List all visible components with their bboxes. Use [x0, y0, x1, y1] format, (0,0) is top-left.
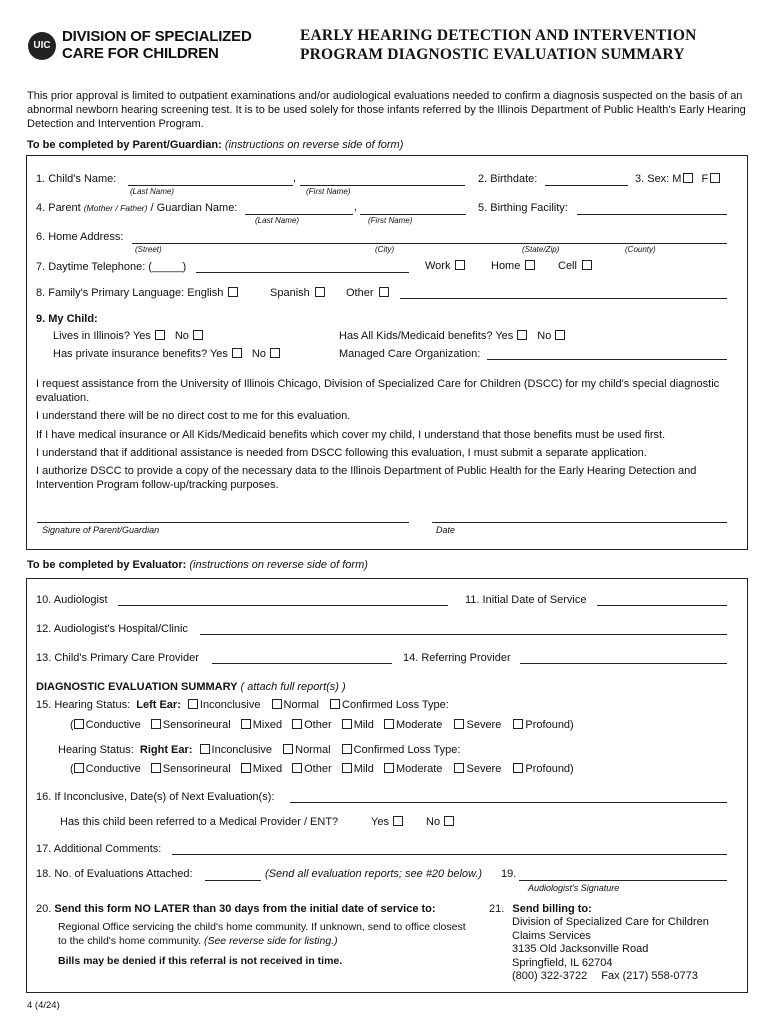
initial-date-label: 11. Initial Date of Service — [465, 594, 587, 606]
bills-warning: Bills may be denied if this referral is not received in time. — [58, 955, 343, 967]
billing-line-2: Claims Services — [512, 929, 591, 942]
parent-prefix: 4. Parent — [36, 202, 81, 214]
left-confirmed-label: Confirmed Loss Type: — [342, 699, 449, 711]
left-open-paren: ( — [70, 719, 74, 731]
billing-line-1: Division of Specialized Care for Children — [512, 916, 709, 928]
right-conductive-checkbox[interactable] — [74, 763, 84, 773]
allkids-benefits — [339, 330, 567, 342]
language-row — [36, 287, 240, 299]
private-insurance — [53, 348, 282, 360]
right-ear-status-row — [58, 744, 460, 756]
left-confirmed-checkbox[interactable] — [330, 699, 340, 709]
home-checkbox[interactable] — [525, 260, 535, 270]
work-label: Work — [425, 260, 451, 272]
right-mild-label: Mild — [353, 763, 374, 775]
home-address-field[interactable] — [132, 243, 727, 244]
english-checkbox[interactable] — [228, 287, 238, 297]
consent-request: I request assistance from the University of Illinois Chicago, Division of Specialized Care for Children (DSCC) for my child's special diagnostic evaluation. — [36, 378, 720, 404]
referred-no-label: No — [426, 816, 441, 828]
num-evals-label: 18. No. of Evaluations Attached: — [36, 868, 193, 880]
child-name-label: 1. Child's Name: — [36, 173, 117, 185]
logo-line-1: DIVISION OF SPECIALIZED — [62, 28, 252, 45]
parent-mother-father: (Mother / Father) — [83, 203, 148, 213]
num-evals-note: (Send all evaluation reports; see #20 below.) — [265, 868, 483, 880]
right-severe-label: Severe — [466, 763, 502, 775]
right-loss-type-row — [70, 763, 574, 775]
dscc-logo-text — [62, 28, 252, 62]
right-sensorineural-label: Sensorineural — [162, 763, 231, 775]
private-yes-label: Has private insurance benefits? Yes — [53, 348, 228, 360]
regional-text: Regional Office servicing the child's home community. If unknown, send to office closest to the child's home community. — [58, 921, 466, 947]
allkids-no-checkbox[interactable] — [555, 330, 565, 340]
left-conductive-checkbox[interactable] — [74, 719, 84, 729]
allkids-no-label: No — [537, 330, 552, 342]
right-mild-checkbox[interactable] — [342, 763, 352, 773]
consent-additional: I understand that if additional assistance is needed from DSCC following this evaluation, I must submit a separate application. — [36, 447, 647, 459]
regional-note: (See reverse side for listing.) — [203, 935, 338, 947]
caption-county: (County) — [625, 245, 656, 254]
referred-yes-label: Yes — [371, 816, 389, 828]
my-child-label: 9. My Child: — [36, 313, 98, 325]
left-loss-type-row — [70, 719, 574, 731]
left-other-checkbox[interactable] — [292, 719, 302, 729]
child-last-name-field[interactable] — [128, 185, 293, 186]
birthing-facility-label: 5. Birthing Facility: — [478, 202, 568, 214]
next-evaluation-field[interactable] — [290, 802, 727, 803]
right-mixed-label: Mixed — [252, 763, 283, 775]
cell-checkbox[interactable] — [582, 260, 592, 270]
caption-state-zip: (State/Zip) — [522, 245, 560, 254]
referred-ent-question: Has this child been referred to a Medical Provider / ENT? — [60, 816, 339, 828]
left-inconclusive-checkbox[interactable] — [188, 699, 198, 709]
caption-parent-last-name: (Last Name) — [255, 216, 300, 225]
private-no-label: No — [251, 348, 266, 360]
left-moderate-checkbox[interactable] — [384, 719, 394, 729]
allkids-yes-label: Has All Kids/Medicaid benefits? Yes — [339, 330, 514, 342]
evaluator-section-heading — [27, 559, 368, 571]
billing-heading — [489, 903, 592, 915]
left-profound-label: Profound) — [525, 719, 574, 731]
right-inconclusive-checkbox[interactable] — [200, 744, 210, 754]
num-evals-field[interactable] — [205, 880, 261, 881]
lives-yes-label: Lives in Illinois? Yes — [53, 330, 151, 342]
send-form-text: Send this form NO LATER than 30 days from the initial date of service to: — [54, 903, 436, 915]
billing-line-3: 3135 Old Jacksonville Road — [512, 943, 649, 955]
sex-f-checkbox[interactable] — [710, 173, 720, 183]
diag-heading-note: ( attach full report(s) ) — [240, 681, 346, 693]
caption-first-name: (First Name) — [306, 187, 351, 196]
birthing-facility-field[interactable] — [577, 214, 727, 215]
lives-yes-checkbox[interactable] — [155, 330, 165, 340]
allkids-yes-checkbox[interactable] — [517, 330, 527, 340]
comments-field[interactable] — [172, 854, 727, 855]
uic-logo-mark: UIC — [28, 32, 56, 60]
right-sensorineural-checkbox[interactable] — [151, 763, 161, 773]
child-first-name-field[interactable] — [300, 185, 465, 186]
billing-line-4: Springfield, IL 62704 — [512, 956, 613, 969]
right-moderate-label: Moderate — [395, 763, 443, 775]
hs-label-left: 15. Hearing Status: — [36, 699, 131, 711]
private-no-checkbox[interactable] — [270, 348, 280, 358]
right-ear-label: Right Ear: — [139, 744, 193, 756]
form-title — [300, 26, 696, 64]
billing-fax: Fax (217) 558-0773 — [601, 970, 698, 982]
parent-name-comma: , — [354, 201, 358, 213]
item-21-label: 21. — [489, 903, 505, 915]
parent-name-label — [36, 202, 237, 214]
form-number-footer: 4 (4/24) — [27, 1000, 60, 1011]
right-profound-label: Profound) — [525, 763, 574, 775]
left-moderate-label: Moderate — [395, 719, 443, 731]
left-ear-status-row — [36, 699, 449, 711]
consent-authorize: I authorize DSCC to provide a copy of the necessary data to the Illinois Department of Public Health for the Early Hearing Detection and Intervention Program follow-up/tracking purposes. — [36, 465, 697, 491]
referred-ent-no — [426, 816, 456, 828]
sex-label — [635, 173, 722, 185]
sex-m-label: 3. Sex: M — [635, 173, 682, 185]
referred-ent-yes — [371, 816, 405, 828]
audiologist-label: 10. Audiologist — [36, 594, 108, 606]
phone-type-cell — [558, 260, 594, 272]
left-profound-checkbox[interactable] — [513, 719, 523, 729]
caption-parent-first-name: (First Name) — [368, 216, 413, 225]
managed-care-label: Managed Care Organization: — [339, 348, 481, 360]
right-conductive-label: Conductive — [85, 763, 141, 775]
referred-no-checkbox[interactable] — [444, 816, 454, 826]
managed-care-field[interactable] — [487, 359, 727, 360]
send-form-heading — [36, 903, 436, 915]
audiologist-field[interactable] — [118, 605, 448, 606]
form-title-line-1: EARLY HEARING DETECTION AND INTERVENTION — [300, 27, 697, 44]
evaluator-heading-text: To be completed by Evaluator: — [27, 559, 187, 571]
referred-yes-checkbox[interactable] — [393, 816, 403, 826]
lives-no-label: No — [174, 330, 189, 342]
parent-first-name-field[interactable] — [360, 214, 466, 215]
diagnostic-summary-heading — [36, 681, 346, 693]
phone-type-home — [491, 260, 537, 272]
caption-audiologist-signature: Audiologist's Signature — [528, 883, 620, 893]
parent-section-heading — [27, 139, 403, 151]
left-mild-label: Mild — [353, 719, 374, 731]
sex-f-label: F — [701, 173, 709, 185]
right-other-checkbox[interactable] — [292, 763, 302, 773]
next-evaluation-label: 16. If Inconclusive, Date(s) of Next Evaluation(s): — [36, 791, 275, 803]
logo-line-2: CARE FOR CHILDREN — [62, 45, 219, 62]
consent-no-cost: I understand there will be no direct cost to me for this evaluation. — [36, 410, 351, 422]
left-normal-checkbox[interactable] — [272, 699, 282, 709]
telephone-label: 7. Daytime Telephone: (_____) — [36, 261, 187, 273]
child-name-comma: , — [293, 172, 297, 184]
caption-street: (Street) — [135, 245, 162, 254]
comments-label: 17. Additional Comments: — [36, 843, 162, 855]
other-language-label: Other — [346, 287, 374, 299]
initial-date-field[interactable] — [597, 605, 727, 606]
home-label: Home — [491, 260, 521, 272]
billing-phone: (800) 322-3722 — [512, 970, 588, 982]
item-20-label: 20. — [36, 903, 52, 915]
parent-signature-field[interactable] — [37, 522, 409, 523]
parent-date-field[interactable] — [432, 522, 727, 523]
right-confirmed-checkbox[interactable] — [342, 744, 352, 754]
caption-parent-signature: Signature of Parent/Guardian — [42, 525, 160, 535]
right-normal-checkbox[interactable] — [283, 744, 293, 754]
right-profound-checkbox[interactable] — [513, 763, 523, 773]
left-normal-label: Normal — [283, 699, 319, 711]
hospital-label: 12. Audiologist's Hospital/Clinic — [36, 623, 188, 635]
left-ear-label: Left Ear: — [136, 699, 181, 711]
cell-label: Cell — [558, 260, 577, 272]
hs-label-right: Hearing Status: — [58, 744, 134, 756]
right-confirmed-label: Confirmed Loss Type: — [353, 744, 461, 756]
left-severe-label: Severe — [466, 719, 502, 731]
caption-last-name: (Last Name) — [130, 187, 175, 196]
home-address-label: 6. Home Address: — [36, 231, 124, 243]
referring-provider-label: 14. Referring Provider — [403, 652, 511, 664]
parent-suffix: / Guardian Name: — [150, 202, 238, 214]
language-spanish — [270, 287, 327, 299]
birthdate-label: 2. Birthdate: — [478, 173, 538, 185]
other-language-field[interactable] — [400, 298, 727, 299]
right-other-label: Other — [304, 763, 332, 775]
regional-office-text — [58, 920, 468, 948]
telephone-field[interactable] — [196, 272, 409, 273]
left-conductive-label: Conductive — [85, 719, 141, 731]
lives-no-checkbox[interactable] — [193, 330, 203, 340]
lives-in-illinois — [53, 330, 205, 342]
diag-heading-text: DIAGNOSTIC EVALUATION SUMMARY — [36, 681, 238, 693]
caption-date: Date — [436, 525, 456, 535]
billing-title: Send billing to: — [512, 903, 592, 915]
left-mild-checkbox[interactable] — [342, 719, 352, 729]
hospital-field[interactable] — [200, 634, 727, 635]
pcp-field[interactable] — [212, 663, 392, 664]
sex-m-checkbox[interactable] — [683, 173, 693, 183]
right-normal-label: Normal — [295, 744, 331, 756]
left-inconclusive-label: Inconclusive — [199, 699, 261, 711]
language-english-label: 8. Family's Primary Language: English — [36, 287, 224, 299]
right-inconclusive-label: Inconclusive — [211, 744, 273, 756]
left-sensorineural-checkbox[interactable] — [151, 719, 161, 729]
consent-insurance: If I have medical insurance or All Kids/Medicaid benefits which cover my child, I understand that those benefits must be used first. — [36, 429, 666, 441]
parent-heading-text: To be completed by Parent/Guardian: — [27, 139, 222, 151]
other-language-checkbox[interactable] — [379, 287, 389, 297]
item-19-label: 19. — [501, 868, 517, 880]
pcp-label: 13. Child's Primary Care Provider — [36, 652, 199, 664]
right-moderate-checkbox[interactable] — [384, 763, 394, 773]
right-open-paren: ( — [70, 763, 74, 775]
private-yes-checkbox[interactable] — [232, 348, 242, 358]
right-mixed-checkbox[interactable] — [241, 763, 251, 773]
form-title-line-2: PROGRAM DIAGNOSTIC EVALUATION SUMMARY — [300, 46, 685, 63]
billing-line-5 — [512, 970, 709, 984]
left-severe-checkbox[interactable] — [454, 719, 464, 729]
audiologist-signature-field[interactable] — [519, 880, 727, 881]
billing-address — [512, 916, 709, 984]
left-other-label: Other — [304, 719, 332, 731]
spanish-label: Spanish — [270, 287, 310, 299]
left-mixed-checkbox[interactable] — [241, 719, 251, 729]
left-sensorineural-label: Sensorineural — [162, 719, 231, 731]
evaluator-heading-note: (instructions on reverse side of form) — [189, 559, 368, 571]
referring-provider-field[interactable] — [520, 663, 727, 664]
language-other — [346, 287, 391, 299]
parent-last-name-field[interactable] — [245, 214, 353, 215]
right-severe-checkbox[interactable] — [454, 763, 464, 773]
left-mixed-label: Mixed — [252, 719, 283, 731]
spanish-checkbox[interactable] — [315, 287, 325, 297]
intro-paragraph: This prior approval is limited to outpatient examinations and/or audiological evaluations needed to confirm a diagnosis suspected on the basis of an abnormal newborn hearing screening test. It is to be used solely for those infants referred by the Illinois Department of Public Health's Early Hearing Detection and Intervention Program. — [27, 90, 746, 130]
work-checkbox[interactable] — [455, 260, 465, 270]
phone-type-work — [425, 260, 467, 272]
birthdate-field[interactable] — [545, 185, 628, 186]
parent-heading-note: (instructions on reverse side of form) — [224, 139, 404, 151]
caption-city: (City) — [375, 245, 395, 254]
